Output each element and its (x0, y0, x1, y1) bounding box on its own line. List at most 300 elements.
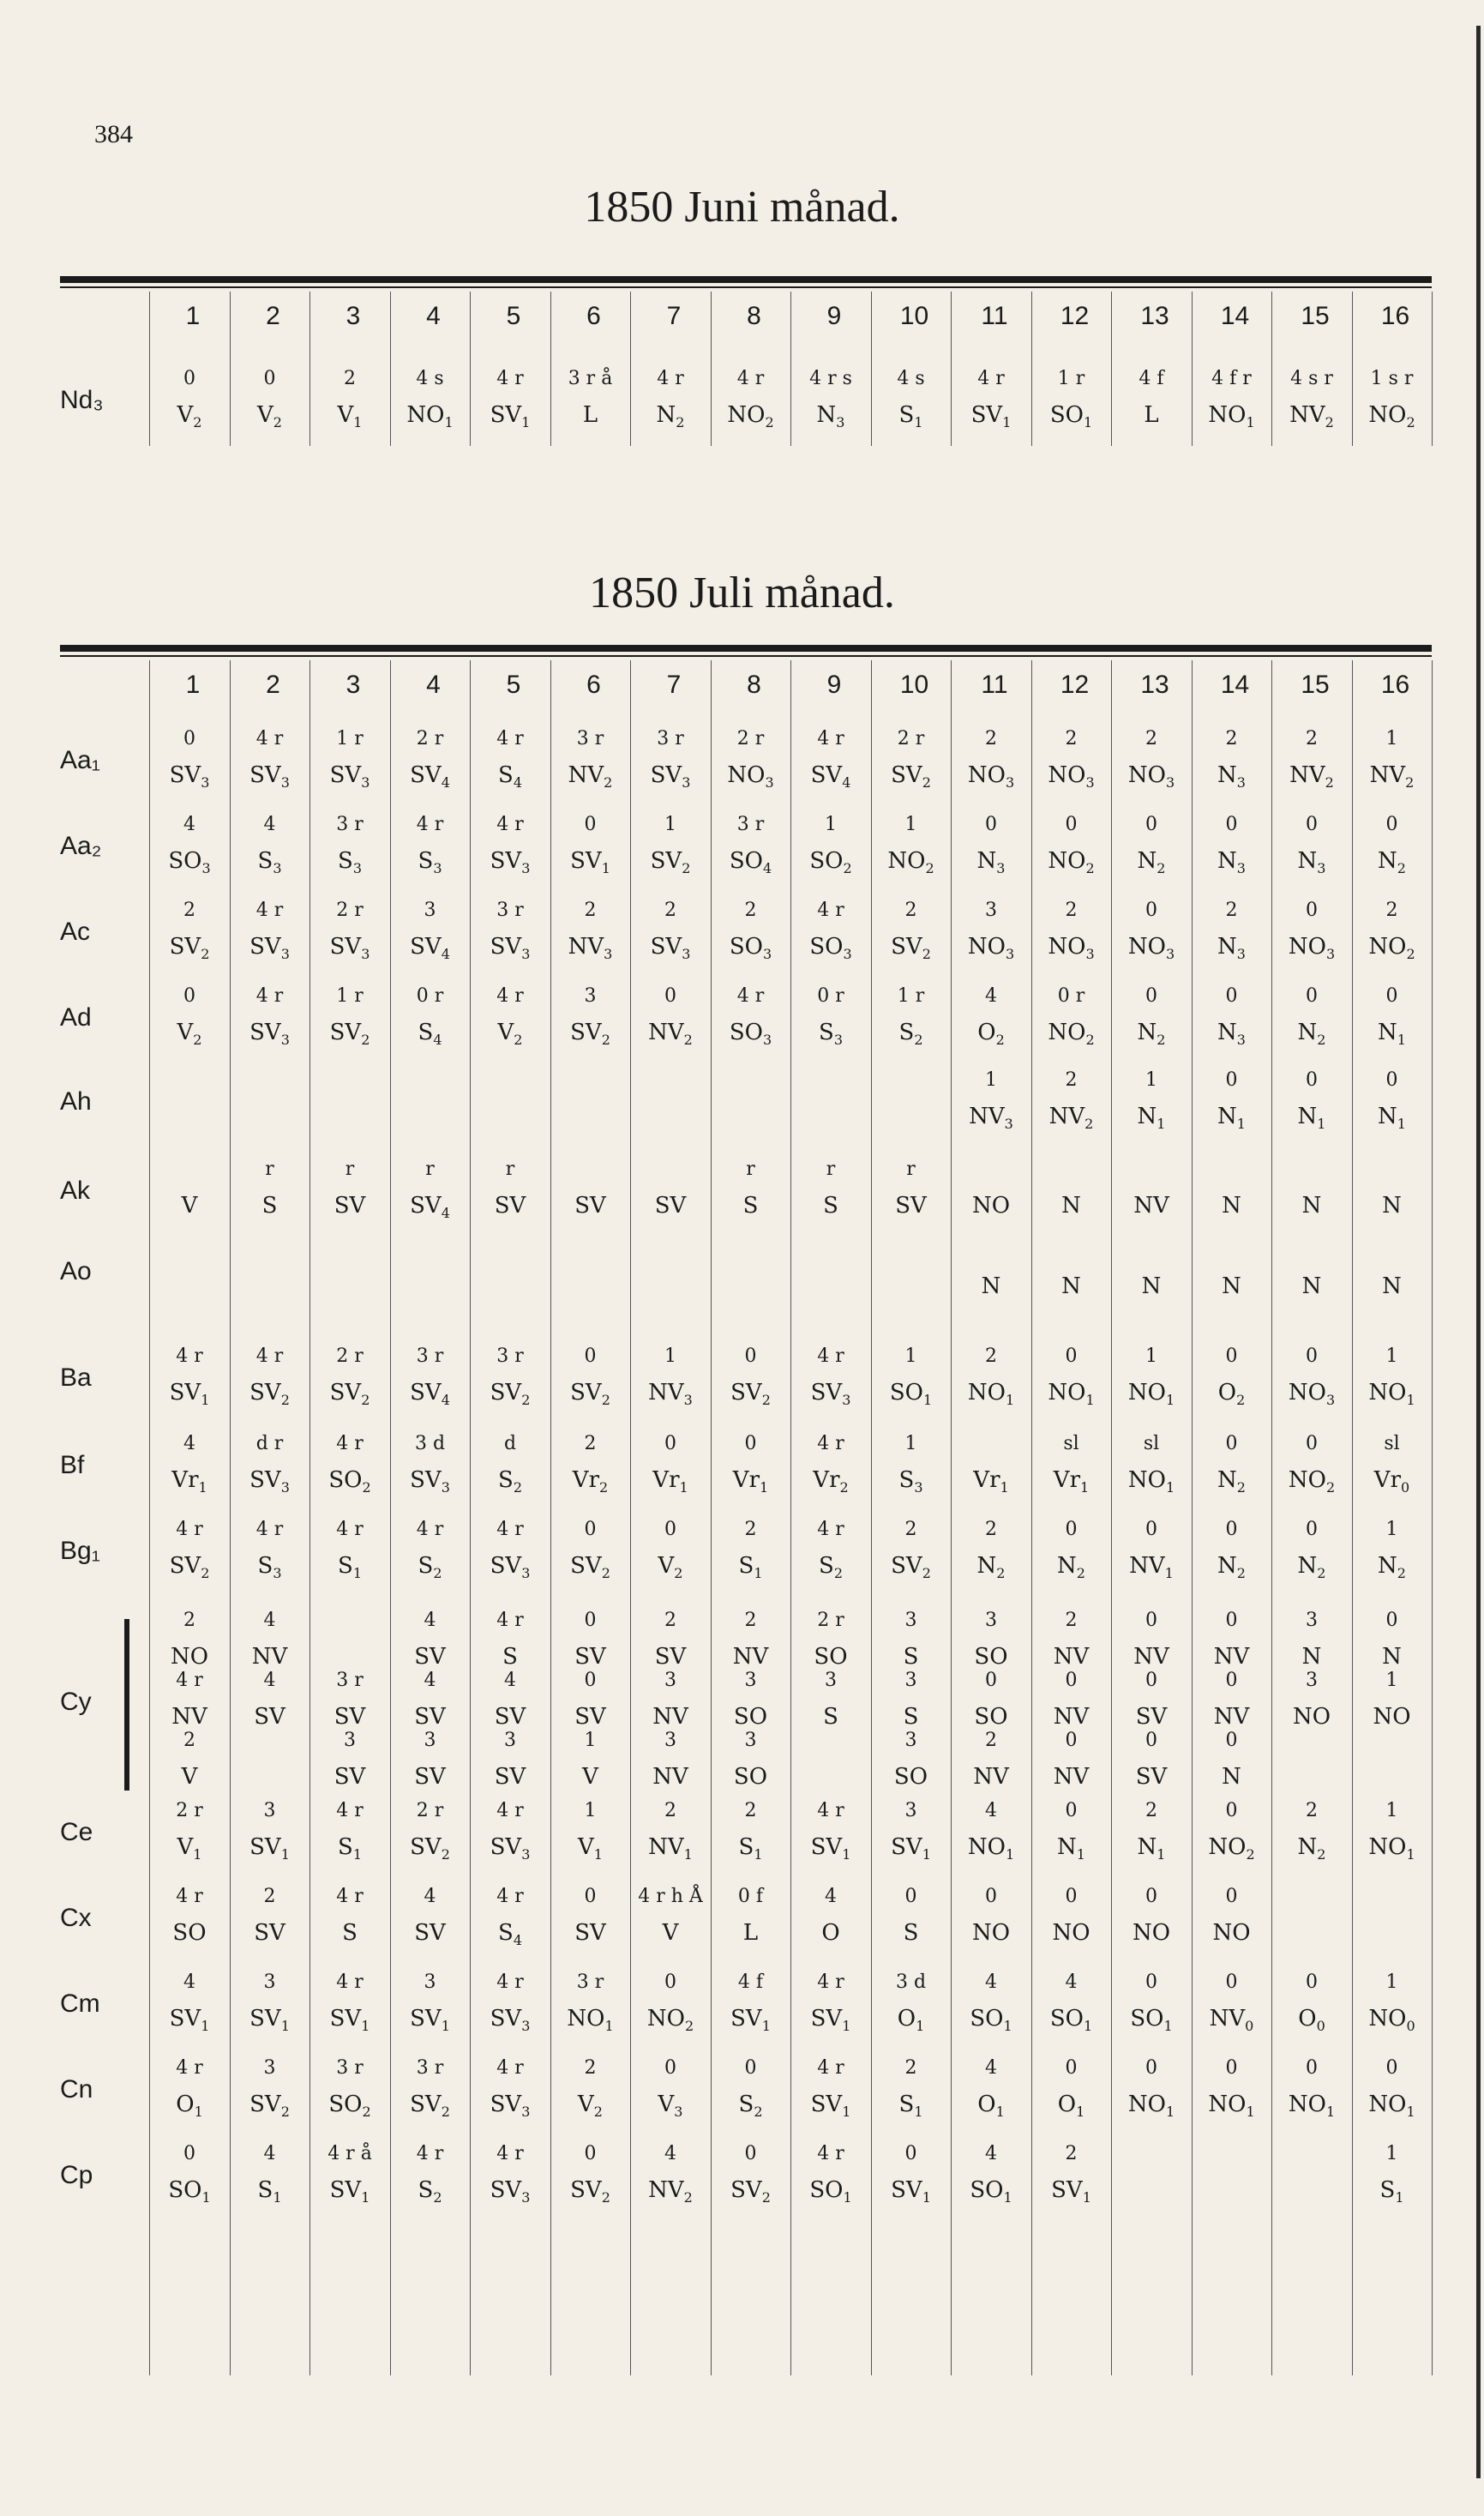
july-row-label-text: Aa₁ (60, 746, 100, 774)
july-cell (149, 1159, 230, 1225)
june-cell (871, 369, 952, 434)
cell-top-value: 2 (985, 728, 997, 749)
cell-top-value: 4 r h Å (638, 1886, 703, 1907)
cell-top-value: 0 (584, 814, 597, 835)
cell-top-value (951, 1434, 1031, 1468)
cell-top-value (1111, 1240, 1192, 1274)
cell-top-value: r (505, 1159, 515, 1180)
july-cell (470, 1887, 550, 1952)
july-cell (790, 1801, 871, 1866)
july-row-label-text: Ak (60, 1177, 91, 1205)
july-cell (470, 2144, 550, 2209)
cell-top-value: 3 (744, 1670, 757, 1691)
cell-bottom-value (149, 1274, 230, 1305)
cell-top-value: 1 r (1057, 368, 1085, 389)
cell-bottom-value: $SO_4$ (729, 848, 772, 876)
cell-bottom-value: $SV_2$ (570, 1380, 610, 1408)
june-column-header: 6 (586, 302, 601, 330)
cell-bottom-value: $V_2$ (177, 402, 202, 430)
july-cell (1271, 1972, 1352, 2037)
cell-top-value: 2 (183, 900, 195, 921)
cell-top-value: 1 r (336, 985, 363, 1007)
cell-top-value: 0 (664, 2057, 676, 2079)
cell-bottom-value: SV (494, 1193, 526, 1219)
cell-bottom-value: O (821, 1920, 840, 1946)
cell-top-value (1352, 1731, 1433, 1765)
cell-bottom-value: $S_3$ (338, 848, 362, 876)
cell-bottom-value (230, 1765, 310, 1796)
cell-bottom-value: $NO_1$ (1127, 1380, 1175, 1408)
cell-top-value: r (746, 1159, 755, 1180)
july-column-header: 15 (1301, 671, 1330, 699)
july-cell (790, 815, 871, 880)
cell-bottom-value: $N_3$ (1217, 934, 1246, 962)
july-row-label-text: Ah (60, 1087, 92, 1116)
july-cell (951, 2058, 1031, 2123)
cell-bottom-value: SV (574, 1193, 606, 1219)
cell-bottom-value: $S_2$ (738, 2092, 763, 2120)
cell-bottom-value: $NO_1$ (1368, 2092, 1415, 2120)
cell-bottom-value (470, 1274, 550, 1305)
cell-top-value: 0 (744, 2143, 757, 2164)
cell-bottom-value: $S_3$ (257, 1553, 282, 1581)
cell-bottom-value: $SO_1$ (809, 2177, 852, 2206)
cell-top-value: 1 (1385, 2143, 1398, 2164)
cell-bottom-value: $NV_3$ (969, 1104, 1013, 1132)
cell-bottom-value: $NO_1$ (567, 2006, 614, 2034)
july-cell (309, 1670, 390, 1736)
cell-bottom-value: SV (333, 1704, 366, 1730)
cell-bottom-value: $N_2$ (1297, 1020, 1326, 1048)
july-cell (1352, 1887, 1433, 1952)
cell-bottom-value: V (582, 1764, 598, 1790)
cell-bottom-value: $NV_1$ (1129, 1553, 1174, 1581)
cell-top-value: 1 (1385, 1670, 1398, 1691)
june-cell (550, 369, 631, 434)
cell-bottom-value (390, 1105, 471, 1135)
cell-top-value (871, 1070, 952, 1105)
cell-bottom-value: $SV_3$ (490, 848, 531, 876)
july-cell (1111, 2144, 1192, 2209)
july-cell (230, 2144, 310, 2209)
cell-bottom-value: $SV_1$ (490, 402, 531, 430)
july-cell (1111, 1731, 1192, 1796)
cell-top-value: 4 (985, 1800, 997, 1821)
july-cell (790, 1070, 871, 1135)
cell-top-value: sl (1063, 1433, 1079, 1454)
july-cell (871, 1159, 952, 1225)
july-row-label (60, 1688, 154, 1717)
cell-top-value: 0 (1306, 1433, 1318, 1454)
july-cell (550, 1159, 631, 1225)
july-cell (149, 900, 230, 966)
cell-top-value: 0 (664, 1971, 676, 1993)
cell-bottom-value: $N_3$ (1217, 762, 1246, 791)
july-row-label-text: Cx (60, 1904, 92, 1932)
cell-top-value: 2 r (817, 1610, 844, 1631)
cell-bottom-value: $SV_3$ (329, 762, 370, 791)
cell-bottom-value: $SV_1$ (169, 1380, 210, 1408)
july-cell (630, 1520, 711, 1585)
cell-bottom-value: $NO_2$ (1048, 848, 1095, 876)
july-cell (790, 1610, 871, 1676)
cell-top-value: 2 (664, 1610, 676, 1631)
july-cell (470, 986, 550, 1051)
cell-top-value: 0 (1306, 2057, 1318, 2079)
cell-bottom-value: $NV_2$ (568, 762, 613, 791)
cell-top-value: 0 (1145, 1670, 1157, 1691)
cell-bottom-value: $SV_2$ (329, 1020, 370, 1048)
cell-top-value (1192, 1159, 1272, 1194)
cell-bottom-value: NV (732, 1644, 769, 1670)
july-cell (1352, 1240, 1433, 1305)
cell-bottom-value: $S_3$ (898, 1467, 923, 1496)
june-column-header: 12 (1060, 302, 1090, 330)
july-row-label (60, 832, 154, 861)
cell-bottom-value: NV (1053, 1704, 1090, 1730)
cell-bottom-value: $SV_2$ (570, 1020, 610, 1048)
cell-bottom-value: $SV_2$ (891, 934, 931, 962)
july-cell (951, 815, 1031, 880)
july-cell (470, 1240, 550, 1305)
cell-top-value: 0 (1225, 1730, 1238, 1751)
cell-bottom-value: $NO_1$ (1368, 1380, 1415, 1408)
cell-top-value: 2 (183, 1730, 195, 1751)
july-cell (149, 1610, 230, 1676)
july-cell (1031, 1159, 1112, 1225)
july-cell (390, 1070, 471, 1135)
july-cell (1192, 1801, 1272, 1866)
july-cell (1271, 1346, 1352, 1411)
july-column-header: 12 (1060, 671, 1090, 699)
july-cell (309, 1070, 390, 1135)
july-cell (1271, 1670, 1352, 1736)
cell-top-value: 0 (183, 2143, 195, 2164)
cell-bottom-value (470, 1105, 550, 1135)
cell-bottom-value (390, 1274, 471, 1305)
cell-top-value: 4 r (336, 1800, 363, 1821)
cell-bottom-value: $SV_1$ (329, 2006, 370, 2034)
cell-top-value: 0 (1225, 1610, 1238, 1631)
cell-bottom-value: SV (574, 1920, 606, 1946)
june-column-header: 15 (1301, 302, 1330, 330)
cell-bottom-value: $NO_2$ (727, 402, 774, 430)
cell-bottom-value: $S_1$ (257, 2177, 282, 2206)
june-cell (1271, 369, 1352, 434)
cell-bottom-value: $NV_2$ (1369, 762, 1415, 791)
july-cell (1271, 1240, 1352, 1305)
july-cell (470, 1346, 550, 1411)
cell-bottom-value: L (1144, 402, 1159, 428)
july-cell (1111, 1070, 1192, 1135)
cell-bottom-value: $SV_2$ (891, 762, 931, 791)
cell-top-value: 3 r (496, 900, 524, 921)
july-cell (1352, 986, 1433, 1051)
cell-top-value: 1 (1385, 1519, 1398, 1540)
july-cell (309, 1972, 390, 2037)
july-cell (1271, 1801, 1352, 1866)
cell-top-value: 1 (664, 814, 676, 835)
cell-top-value: 3 (904, 1670, 917, 1691)
cell-top-value: 0 (664, 985, 676, 1007)
july-cell (951, 1670, 1031, 1736)
cell-bottom-value: N (1382, 1644, 1402, 1670)
cell-top-value: 4 (263, 1610, 276, 1631)
july-column-header: 4 (426, 671, 441, 699)
july-cell (1111, 1240, 1192, 1305)
cell-top-value (711, 1240, 791, 1274)
july-cell (711, 2144, 791, 2209)
cell-bottom-value: $SV_1$ (810, 1834, 851, 1863)
cell-bottom-value: $O_0$ (1298, 2006, 1325, 2034)
cell-top-value: 3 (424, 1971, 436, 1993)
july-column-header: 2 (266, 671, 280, 699)
july-cell (711, 1159, 791, 1225)
cell-top-value: 3 d (895, 1971, 927, 1993)
july-cell (390, 2058, 471, 2123)
cell-bottom-value: $SV_3$ (490, 1553, 531, 1581)
july-cell (951, 1972, 1031, 2037)
july-column-header: 14 (1220, 671, 1250, 699)
june-column-header: 11 (981, 302, 1008, 330)
cell-bottom-value: $SV_2$ (570, 1553, 610, 1581)
cell-bottom-value: $N_3$ (1217, 1020, 1246, 1048)
july-cell (630, 815, 711, 880)
cell-top-value: 4 (424, 1670, 436, 1691)
cell-bottom-value: NO (1132, 1920, 1171, 1946)
july-cell (871, 1887, 952, 1952)
july-cell (790, 986, 871, 1051)
june-cell (630, 369, 711, 434)
cell-bottom-value: $N_3$ (816, 402, 845, 430)
cell-top-value: 0 (904, 1886, 917, 1907)
cell-bottom-value: NV (1213, 1704, 1250, 1730)
july-cell (1352, 2144, 1433, 2209)
cell-bottom-value: $S_1$ (738, 1834, 763, 1863)
july-cell (1192, 815, 1272, 880)
cell-bottom-value: $NO_1$ (1208, 402, 1255, 430)
cell-top-value: 2 (1065, 728, 1078, 749)
july-cell (630, 1731, 711, 1796)
cell-bottom-value: SV (574, 1644, 606, 1670)
cell-bottom-value: $NO_1$ (1288, 2092, 1336, 2120)
cell-top-value: 4 f (737, 1971, 764, 1993)
july-row-label-text: Ba (60, 1363, 92, 1392)
july-cell (1111, 986, 1192, 1051)
cell-top-value: 4 r (496, 2143, 524, 2164)
cell-top-value: 3 r (736, 814, 765, 835)
cell-bottom-value: $NO_1$ (967, 1834, 1015, 1863)
cell-bottom-value: $N_2$ (1217, 1467, 1246, 1496)
june-cell (1031, 369, 1112, 434)
cell-top-value: 1 (1385, 1345, 1398, 1367)
cell-bottom-value: $SV_3$ (490, 1834, 531, 1863)
july-row-label (60, 1363, 154, 1393)
july-cell (711, 815, 791, 880)
july-cell (1111, 815, 1192, 880)
cell-bottom-value: $N_1$ (1137, 1834, 1166, 1863)
cell-bottom-value: N (1382, 1193, 1402, 1219)
cell-top-value: 4 r (496, 985, 524, 1007)
july-cell (1031, 900, 1112, 966)
july-cell (1192, 1434, 1272, 1499)
cell-top-value: 4 r (496, 1610, 524, 1631)
cell-top-value: 2 (664, 900, 676, 921)
cell-top-value (550, 1159, 631, 1194)
cell-bottom-value: $NO_1$ (1127, 1467, 1175, 1496)
july-cell (470, 1731, 550, 1796)
cell-top-value: 0 (584, 1610, 597, 1631)
cell-top-value: 4 (183, 814, 195, 835)
july-cell (871, 1801, 952, 1866)
cell-bottom-value: $SO_3$ (729, 934, 772, 962)
july-cell (230, 900, 310, 966)
cell-bottom-value: $SV_3$ (490, 2092, 531, 2120)
july-row-label-text: Bf (60, 1451, 85, 1479)
cell-top-value: 4 (263, 814, 276, 835)
cell-top-value: 0 r (817, 985, 844, 1007)
cell-bottom-value: SO (172, 1920, 207, 1946)
cell-top-value: r (906, 1159, 916, 1180)
cell-bottom-value: $NV_2$ (648, 1020, 693, 1048)
cell-bottom-value: NV (251, 1644, 288, 1670)
cell-bottom-value: $O_1$ (977, 2092, 1005, 2120)
cell-bottom-value: SO (733, 1704, 768, 1730)
cell-top-value (1352, 1887, 1433, 1921)
july-cell (1192, 2144, 1272, 2209)
july-cell (1271, 1070, 1352, 1135)
cell-bottom-value: $NO_3$ (1048, 934, 1095, 962)
july-cell (790, 1972, 871, 2037)
cell-bottom-value: $N_1$ (1378, 1020, 1406, 1048)
july-column-header: 16 (1380, 671, 1410, 699)
july-column-header: 8 (747, 671, 761, 699)
cell-top-value: 2 (985, 1519, 997, 1540)
cell-top-value: 0 (1225, 1433, 1238, 1454)
cell-bottom-value: $O_1$ (1057, 2092, 1085, 2120)
cell-bottom-value: V (181, 1193, 198, 1219)
cell-top-value (149, 1070, 230, 1105)
july-cell (1271, 2058, 1352, 2123)
cell-bottom-value: S (903, 1644, 919, 1670)
cell-bottom-value: SV (254, 1920, 285, 1946)
cell-bottom-value (790, 1765, 871, 1796)
cell-bottom-value: $V_3$ (658, 2092, 683, 2120)
cell-bottom-value: N (1301, 1273, 1322, 1299)
july-cell (630, 1610, 711, 1676)
june-rule-top (60, 276, 1432, 283)
cell-bottom-value: SV (1135, 1764, 1168, 1790)
july-cell (309, 815, 390, 880)
cell-bottom-value: N (1301, 1193, 1322, 1219)
cell-top-value: 0 (1225, 1069, 1238, 1091)
cell-bottom-value: $NO_2$ (1368, 934, 1415, 962)
july-cell (1352, 1731, 1433, 1796)
cell-bottom-value: $SV_1$ (891, 1834, 931, 1863)
cell-top-value: 3 r å (568, 368, 613, 389)
july-cell (309, 2058, 390, 2123)
july-cell (470, 2058, 550, 2123)
cell-top-value: 3 (1306, 1670, 1318, 1691)
cell-bottom-value: $N_2$ (1378, 1553, 1406, 1581)
cell-bottom-value: $SV_3$ (249, 1020, 290, 1048)
cell-bottom-value: $NV_2$ (1048, 1104, 1094, 1132)
july-cell (1192, 1070, 1272, 1135)
july-cell (790, 1731, 871, 1796)
cell-top-value: 1 (584, 1800, 597, 1821)
july-cell (550, 1434, 631, 1499)
cell-bottom-value: S (502, 1644, 518, 1670)
july-cell (230, 815, 310, 880)
cell-top-value: 2 (744, 900, 757, 921)
cell-top-value: 4 (985, 985, 997, 1007)
july-cell (1111, 2058, 1192, 2123)
july-cell (711, 1801, 791, 1866)
cell-top-value: 1 (904, 1345, 917, 1367)
cell-top-value: 0 r (1057, 985, 1085, 1007)
july-cell (230, 1346, 310, 1411)
cell-top-value: 4 r (817, 1971, 844, 1993)
cell-top-value: r (345, 1159, 355, 1180)
cell-bottom-value: $SO_3$ (729, 1020, 772, 1048)
july-cell (1111, 1434, 1192, 1499)
cell-bottom-value: $N_3$ (1297, 848, 1326, 876)
cell-top-value: 4 r (496, 1800, 524, 1821)
cell-top-value: 4 (664, 2143, 676, 2164)
cell-top-value: 4 r (496, 1519, 524, 1540)
june-column-header: 9 (826, 302, 842, 330)
july-cell (149, 1434, 230, 1499)
july-cell (390, 1240, 471, 1305)
cell-top-value: 2 (584, 2057, 597, 2079)
cell-top-value (1271, 1240, 1352, 1274)
july-cell (1192, 1346, 1272, 1411)
cell-bottom-value: $Vr_2$ (572, 1467, 609, 1496)
july-cell (1352, 729, 1433, 794)
cell-top-value: 0 (183, 985, 195, 1007)
cell-top-value: 4 r (657, 368, 684, 389)
cell-top-value: 3 (744, 1730, 757, 1751)
cell-bottom-value: $N_2$ (656, 402, 685, 430)
july-cell (309, 1610, 390, 1676)
july-cell (871, 1731, 952, 1796)
july-cell (1352, 1972, 1433, 2037)
cy-bracket (124, 1619, 129, 1791)
july-cell (1031, 1670, 1112, 1736)
july-cell (1031, 1801, 1112, 1866)
july-cell (1031, 2144, 1112, 2209)
july-cell (1031, 1434, 1112, 1499)
july-cell (1352, 900, 1433, 966)
cell-top-value (230, 1240, 310, 1274)
cell-top-value: 0 (183, 368, 195, 389)
july-cell (790, 1240, 871, 1305)
june-column-header: 5 (506, 302, 521, 330)
july-cell (230, 1972, 310, 2037)
cell-top-value: 3 (263, 1800, 276, 1821)
cell-top-value (1111, 2144, 1192, 2178)
cell-top-value: 4 r (817, 1345, 844, 1367)
cell-top-value: 3 (825, 1670, 837, 1691)
july-rule-top (60, 645, 1432, 652)
july-row-label (60, 1989, 154, 2019)
july-cell (230, 1887, 310, 1952)
cell-top-value: 4 s r (1290, 368, 1333, 389)
july-cell (790, 1670, 871, 1736)
cell-top-value (470, 1240, 550, 1274)
july-row-label-text: Bg₁ (60, 1537, 100, 1565)
cell-bottom-value: $SV_2$ (169, 1553, 210, 1581)
